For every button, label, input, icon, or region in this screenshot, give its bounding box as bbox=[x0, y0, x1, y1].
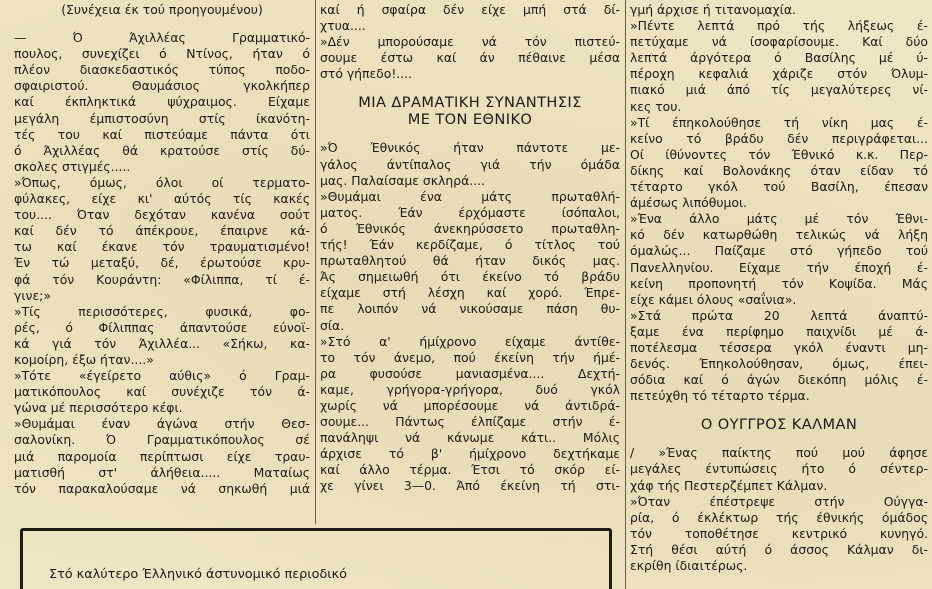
text-line: στό γήπεδο!.... bbox=[320, 66, 413, 82]
promo-box bbox=[20, 528, 612, 589]
spacer bbox=[630, 433, 928, 445]
text-line: »Όπως, όμως, όλοι οί τερματο- bbox=[14, 174, 310, 190]
text-line: ρα φυσούσε μανιασμένα.... Δεχτή- bbox=[320, 365, 620, 381]
article-column-3 bbox=[630, 2, 928, 574]
section-headline: Ο ΟΥΓΓΡΟΣ ΚΑΛΜΑΝ bbox=[700, 416, 858, 434]
text-line: ρές, ό Φίλιππας άπαντούσε εύνοϊ- bbox=[14, 319, 310, 335]
text-line: καμε, γρήγορα-γρήγορα, δυό γκόλ bbox=[320, 381, 620, 397]
text-line: πλέον διασκεδαστικός τύπος ποδο- bbox=[14, 62, 310, 78]
text-line: ό Έθνικός άνεκηρύσσετο πρωταθλη- bbox=[320, 220, 620, 236]
text-line: καί ή σφαίρα δέν είχε μπή στά δί- bbox=[320, 2, 620, 17]
text-line: »Πέντε λεπτά πρό τής λήξεως έ- bbox=[630, 18, 928, 34]
text-line: άρχισε τό β' ήμίχρονο δεχτήκαμε bbox=[320, 446, 620, 462]
section-headline: ΜΕ ΤΟΝ ΕΘΝΙΚΟ bbox=[407, 111, 533, 129]
text-line: »Στό α' ήμίχρονο είχαμε άντίθε- bbox=[320, 333, 620, 349]
text-line: τω καί έκανε τόν τραυματισμένο! bbox=[14, 239, 310, 255]
text-line: σόδια καί ό άγών διεκόπη μόλις έ- bbox=[630, 372, 928, 388]
spacer bbox=[630, 404, 928, 416]
text-line: καί δέν τό άπέκρουε, έπαιρνε κά- bbox=[14, 223, 310, 239]
text-line: χάφ τής Πεστερζέμπετ Κάλμαν. bbox=[630, 477, 828, 493]
column-divider-1 bbox=[315, 0, 316, 524]
text-line: κό δέν κατωρθώθη τελικώς νά λήξη bbox=[630, 227, 928, 243]
text-line: ματισθή στ' άλήθεια..... Ματαίως bbox=[14, 464, 310, 480]
column-divider-2 bbox=[625, 0, 626, 589]
text-line: μας. Παλαίσαμε σκληρά.... bbox=[320, 172, 486, 188]
text-line: »Θυμάμαι έναν άγώνα στήν Θεσ- bbox=[14, 416, 310, 432]
text-line: γμή άρχισε ή τιτανομαχία. bbox=[630, 2, 796, 17]
text-line: κες του. bbox=[630, 98, 682, 114]
text-line: ρία, ό έκλέκτωρ τής έθνικής όμάδος bbox=[630, 509, 928, 525]
text-line: — Ό Άχιλλέας Γραμματικό- bbox=[14, 30, 310, 46]
spacer bbox=[320, 128, 620, 140]
text-line: πανάληψι νά κάνωμε κάτι.. Μόλις bbox=[320, 430, 620, 446]
text-line: »Τότε «έγείρετο αύθις» ό Γραμ- bbox=[14, 368, 310, 384]
text-line: χε γίνει 3—0. Άπό έκείνη τή στι- bbox=[320, 478, 620, 494]
text-line: εκρίθη ίδιαιτέρως. bbox=[630, 558, 748, 573]
text-line: / »Ένας παίκτης πού μού άφησε bbox=[630, 445, 928, 461]
text-line: σία. bbox=[320, 317, 345, 333]
text-line: »Δέν μπορούσαμε νά τόν πιστεύ- bbox=[320, 34, 620, 50]
text-line: κά γιά τόν Άχιλλέα... «Σήκω, κα- bbox=[14, 335, 310, 351]
text-line: σουμε έστω καί άν πέθαινε μέσα bbox=[320, 50, 620, 66]
text-line: καί άλλο τέρμα. Έτσι τό σκόρ εί- bbox=[320, 462, 620, 478]
text-line: μεγάλη έμπιστοσύνη στίς ίκανότη- bbox=[14, 110, 310, 126]
spacer bbox=[14, 18, 310, 30]
section-headline: ΜΙΑ ΔΡΑΜΑΤΙΚΗ ΣΥΝΑΝΤΗΣΙΣ bbox=[358, 94, 582, 112]
text-line: γάλος άντίπαλος γιά τήν όμάδα bbox=[320, 156, 620, 172]
text-line: ξαμε ένα περίφημο παιχνίδι μέ ά- bbox=[630, 323, 928, 339]
text-line: γώνα μέ περισσότερο κέφι. bbox=[14, 400, 183, 416]
text-line: σουμε... Πάντως έλπίζαμε στήν έ- bbox=[320, 414, 620, 430]
text-line: πε λοιπόν νά νικούσαμε πάση θυ- bbox=[320, 301, 620, 317]
text-line: πετεύχθη τό τέταρτο τέρμα. bbox=[630, 388, 810, 404]
text-line: χωρίς νά μπορέσουμε νά άντιδρά- bbox=[320, 397, 620, 413]
text-line: ό Άχιλλέας θά κρατούσε στίς δύ- bbox=[14, 142, 310, 158]
text-line: τόν παρακαλούσαμε νά σηκωθή μιά bbox=[14, 480, 310, 496]
text-line: Στή θέσι αύτή ό άσσος Κάλμαν δι- bbox=[630, 541, 928, 557]
text-line: τές του καί πιστεύαμε πάντα ότι bbox=[14, 126, 310, 142]
text-line: σαλονίκη. Ό Γραμματικόπουλος σέ bbox=[14, 432, 310, 448]
text-line: ματικόπουλος καί συνέχιζε τόν ά- bbox=[14, 384, 310, 400]
continuation-note: (Συνέχεια έκ τού προηγουμένου) bbox=[61, 2, 263, 17]
text-line: »Όταν έπέστρεψε στήν Ούγγα- bbox=[630, 493, 928, 509]
text-line: κομοίρη, έξω ήταν....» bbox=[14, 351, 154, 367]
text-line: χτυα.... bbox=[320, 18, 366, 34]
text-line: μιά παρομοία περίπτωσι είχε τραυ- bbox=[14, 448, 310, 464]
text-line: »Τίς περισσότερες, φυσικά, φο- bbox=[14, 303, 310, 319]
text-line: Άς σημειωθή ότι έκείνο τό βράδυ bbox=[320, 269, 620, 285]
text-line: ματος. Έάν έρχόμαστε ίσόπαλοι, bbox=[320, 204, 620, 220]
text-line: ποτέλεσμα τέσσερα γκόλ έναντι μη- bbox=[630, 339, 928, 355]
article-column-2 bbox=[320, 2, 620, 495]
text-line: »Στά πρώτα 20 λεπτά άναπτύ- bbox=[630, 307, 928, 323]
text-line: πουλος, συνεχίζει ό Ντίνος, ήταν ό bbox=[14, 46, 310, 62]
text-line: σφαιριστού. Θαυμάσιος γκολκήπερ bbox=[14, 78, 310, 94]
text-line: άμέσως λιπόθυμοι. bbox=[630, 195, 748, 211]
text-line: φά τόν Κουράντη: «Φίλιππα, τί έ- bbox=[14, 271, 310, 287]
text-line: »Θυμάμαι ένα μάτς πρωταθλή- bbox=[320, 188, 620, 204]
text-line: »Ό Έθνικός ήταν πάντοτε με- bbox=[320, 140, 620, 156]
text-line: »Ένα άλλο μάτς μέ τόν Έθνι- bbox=[630, 211, 928, 227]
text-line: Έν τώ μεταξύ, δέ, έρωτούσε κρυ- bbox=[14, 255, 310, 271]
text-line: Οί ίθύνοντες τόν Έθνικό κ.κ. Περ- bbox=[630, 146, 928, 162]
text-line: »Τί έπηκολούθησε τή νίκη μας έ- bbox=[630, 114, 928, 130]
text-line: δενός. Έπηκολούθησαν, όμως, έπει- bbox=[630, 356, 928, 372]
text-line: τής! Έάν κερδίζαμε, ό τίτλος τού bbox=[320, 237, 620, 253]
text-line: Πανελληνίου. Είχαμε τήν έποχή έ- bbox=[630, 259, 928, 275]
text-line: το τόν άνεμο, πού έκείνη τήν ήμέ- bbox=[320, 349, 620, 365]
text-line: γινε;» bbox=[14, 287, 51, 303]
text-line: φύλακες, είχε κι' αύτός τίς κακές bbox=[14, 191, 310, 207]
promo-text: Στό καλύτερο Έλληνικό άστυνομικό περιοδικό bbox=[49, 567, 347, 582]
text-line: τόν τοποθέτησε κεντρικό κυνηγό. bbox=[630, 525, 928, 541]
text-line: πρωταθλητού θά ήταν δικός μας. bbox=[320, 253, 620, 269]
text-line: του.... Όταν δεχόταν κανένα σούτ bbox=[14, 207, 310, 223]
text-line: είχε κάμει όλους «σαΐνια». bbox=[630, 291, 797, 307]
text-line: πετύχαμε νά ίσοφαρίσουμε. Καί δύο bbox=[630, 34, 928, 50]
text-line: πιακό μιά άπό τίς μεγαλύτερες νί- bbox=[630, 82, 928, 98]
text-line: κείνη προπονητή τόν Κοψίδα. Μάς bbox=[630, 275, 928, 291]
text-line: όμαλώς... Παίζαμε στό γήπεδο τού bbox=[630, 243, 928, 259]
article-column-1 bbox=[14, 2, 310, 497]
text-line: πέροχη κεφαλιά χάριζε στόν Όλυμ- bbox=[630, 66, 928, 82]
text-line: τέταρτο γκόλ τού Βασίλη, έπεσαν bbox=[630, 179, 928, 195]
text-line: είχαμε στή λέσχη καί χορό. Έπρε- bbox=[320, 285, 620, 301]
text-line: δίκης καί Βολονάκης όταν είδαν τό bbox=[630, 162, 928, 178]
text-line: κείνο τό βράδυ δέν περιγράφεται... bbox=[630, 130, 928, 146]
text-line: σκολες στιγμές..... bbox=[14, 158, 131, 174]
text-line: λεπτά άργότερα ό Βασίλης μέ ύ- bbox=[630, 50, 928, 66]
text-line: μεγάλες έντυπώσεις ήτο ό σέντερ- bbox=[630, 461, 928, 477]
spacer bbox=[320, 82, 620, 94]
text-line: καί έκπληκτικά ψύχραιμος. Είχαμε bbox=[14, 94, 310, 110]
